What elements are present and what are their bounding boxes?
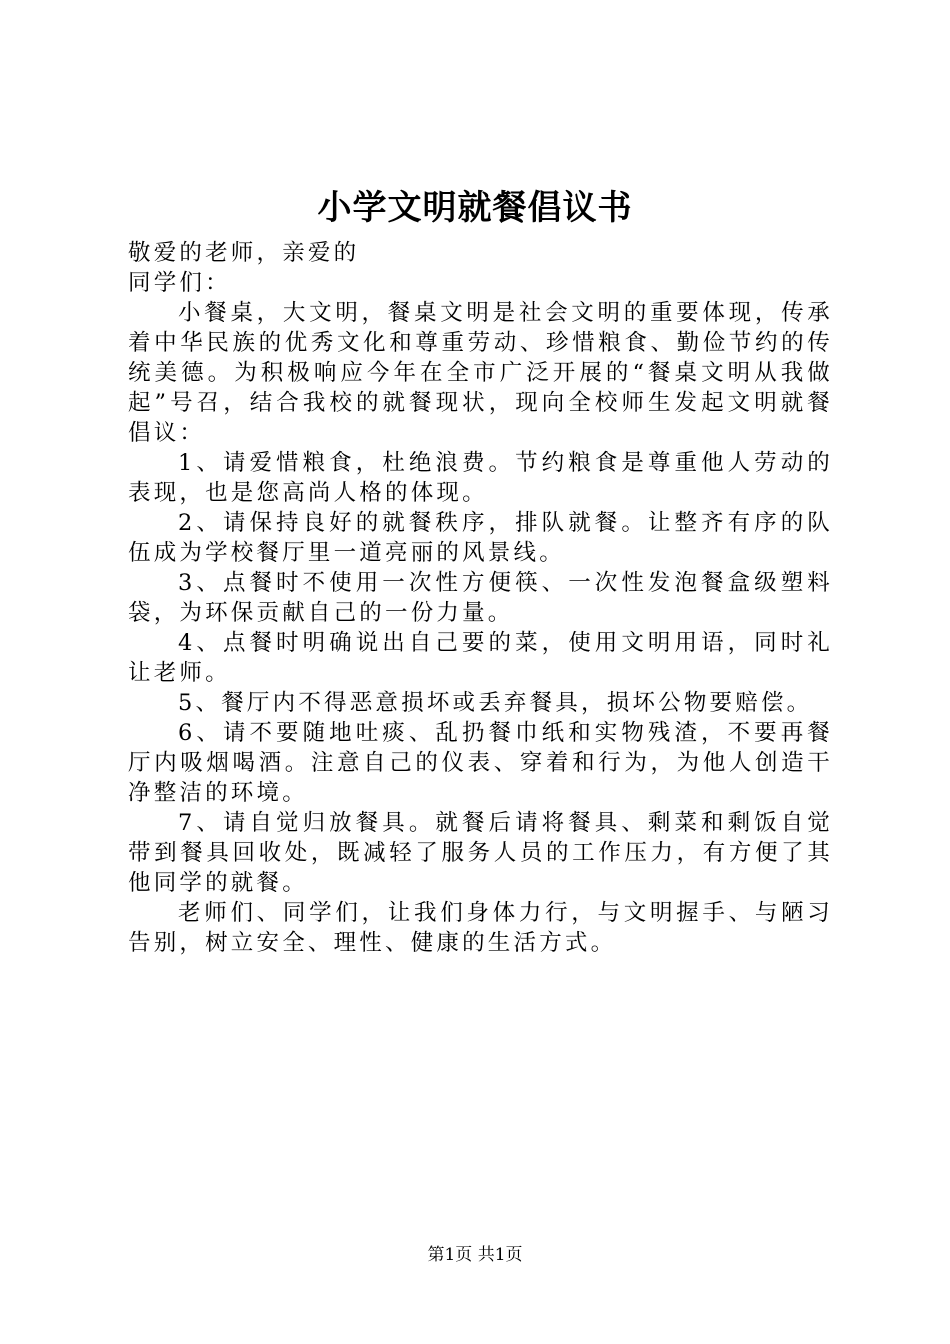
proposal-item-2: 2、请保持良好的就餐秩序，排队就餐。让整齐有序的队伍成为学校餐厅里一道亮丽的风景线。 (128, 510, 833, 566)
salutation-line: 敬爱的老师，亲爱的 (128, 240, 360, 266)
proposal-item-6: 6、请不要随地吐痰、乱扔餐巾纸和实物残渣，不要再餐厅内吸烟喝酒。注意自己的仪表、穿着和行为，为他人创造干净整洁的环境。 (128, 720, 833, 806)
proposal-item-1: 1、请爱惜粮食，杜绝浪费。节约粮食是尊重他人劳动的表现，也是您高尚人格的体现。 (128, 450, 833, 506)
proposal-item-7: 7、请自觉归放餐具。就餐后请将餐具、剩菜和剩饭自觉带到餐具回收处，既减轻了服务人员的工作压力，有方便了其他同学的就餐。 (128, 810, 833, 896)
proposal-item-4: 4、点餐时明确说出自己要的菜，使用文明用语，同时礼让老师。 (128, 630, 833, 686)
proposal-item-5: 5、餐厅内不得恶意损坏或丢弃餐具，损坏公物要赔偿。 (178, 690, 813, 716)
closing-paragraph: 老师们、同学们，让我们身体力行，与文明握手、与陋习告别，树立安全、理性、健康的生活方式。 (128, 900, 833, 956)
document-body (128, 238, 833, 958)
proposal-item-3: 3、点餐时不使用一次性方便筷、一次性发泡餐盒级塑料袋，为环保贡献自己的一份力量。 (128, 570, 833, 626)
intro-paragraph: 小餐桌，大文明，餐桌文明是社会文明的重要体现，传承着中华民族的优秀文化和尊重劳动、珍惜粮食、勤俭节约的传统美德。为积极响应今年在全市广泛开展的“餐桌文明从我做起”号召，结合我校的就餐现状，现向全校师生发起文明就餐倡议： (128, 300, 833, 446)
salutation-line: 同学们： (128, 270, 231, 296)
document-title: 小学文明就餐倡议书 (317, 188, 633, 228)
page-number-footer: 第1页 共1页 (427, 1245, 523, 1265)
